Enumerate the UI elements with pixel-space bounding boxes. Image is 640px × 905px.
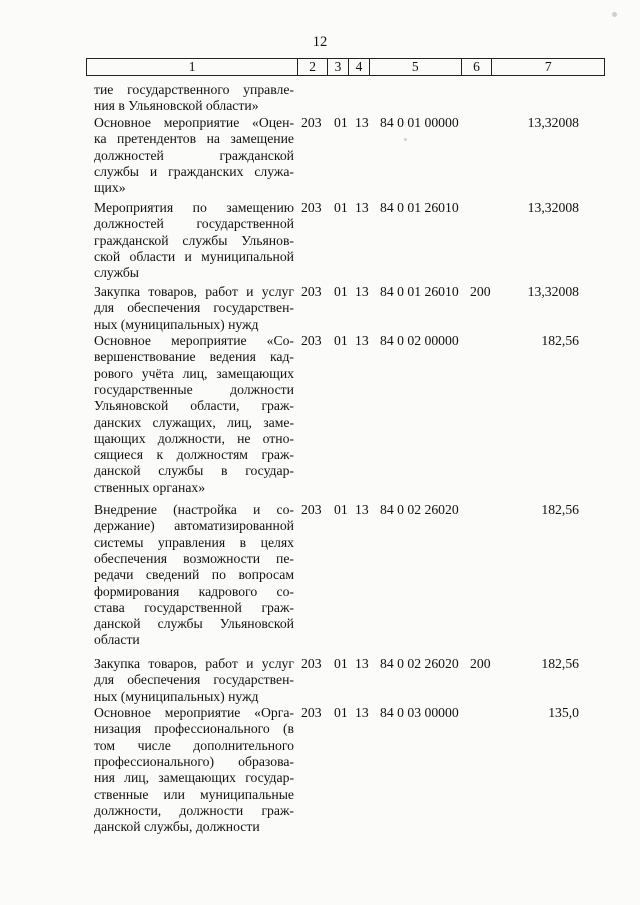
row-5-kvsr-code: 203 — [301, 333, 322, 348]
row-6-subsection-code: 13 — [355, 502, 369, 517]
header-col-3: 3 — [328, 59, 349, 75]
row-2-name-line: щих» — [94, 180, 126, 196]
row-6-name-line: става государственной граж- — [94, 599, 294, 615]
row-6-kvsr-code: 203 — [301, 502, 322, 517]
row-3-name-line: ской области и муниципальной — [94, 248, 294, 264]
row-3-subsection-code: 13 — [355, 200, 369, 215]
row-5-name-line: щающих должности, не отно- — [94, 430, 294, 446]
row-5-amount: 182,56 — [541, 333, 579, 348]
row-6-name-line: обеспечения возможности пе- — [94, 550, 294, 566]
row-4-name-line: для обеспечения государствен- — [94, 300, 294, 316]
header-col-2: 2 — [298, 59, 328, 75]
row-4-target-article-code: 84 0 01 26010 — [380, 284, 459, 299]
row-8-name-line: должности, должности граж- — [94, 802, 294, 818]
row-7-subsection-code: 13 — [355, 656, 369, 671]
row-6-name-line: области — [94, 632, 140, 648]
row-5-name-line: данской службы в государ- — [94, 463, 294, 479]
header-col-7: 7 — [544, 59, 552, 74]
row-7-name-line: ных (муниципальных) нужд — [94, 688, 259, 704]
row-4-expense-type-code: 200 — [470, 284, 491, 299]
row-3-name-line: должностей государственной — [94, 216, 294, 232]
table-header — [86, 58, 605, 76]
row-5-section-code: 01 — [334, 333, 348, 348]
row-4-name-line: Закупка товаров, работ и услуг — [94, 284, 294, 299]
row-3-kvsr-code: 203 — [301, 200, 322, 215]
row-5-name-line: сящиеся к должностям граж- — [94, 447, 294, 463]
row-8-subsection-code: 13 — [355, 705, 369, 720]
row-6-section-code: 01 — [334, 502, 348, 517]
row-2-subsection-code: 13 — [355, 115, 369, 130]
row-8-name-line: ственные или муниципальные — [94, 786, 294, 802]
row-2-name-line: Основное мероприятие «Оцен- — [94, 115, 294, 130]
row-4-amount: 13,32008 — [527, 284, 579, 299]
row-2-amount: 13,32008 — [527, 115, 579, 130]
row-6-amount: 182,56 — [541, 502, 579, 517]
row-2-section-code: 01 — [334, 115, 348, 130]
row-2-name-line: службы и гражданских служа- — [94, 163, 294, 179]
row-3-name-line: Мероприятия по замещению — [94, 200, 294, 215]
row-6-name-line: системы управления в целях — [94, 534, 294, 550]
row-7-kvsr-code: 203 — [301, 656, 322, 671]
row-2-target-article-code: 84 0 01 00000 — [380, 115, 459, 130]
header-col-5: 5 — [370, 59, 462, 75]
row-1-name-line: ния в Ульяновской области» — [94, 98, 259, 114]
row-5-name-line: рового учёта лиц, замещающих — [94, 365, 294, 381]
row-7-section-code: 01 — [334, 656, 348, 671]
header-col-4: 4 — [349, 59, 370, 75]
row-6-name-line: Внедрение (настройка и со- — [94, 502, 294, 517]
row-3-amount: 13,32008 — [527, 200, 579, 215]
row-4-section-code: 01 — [334, 284, 348, 299]
row-6-name-line: данской службы Ульяновской — [94, 616, 294, 632]
row-6-name-line: формирования кадрового со- — [94, 583, 294, 599]
scan-speck — [612, 12, 617, 17]
row-3-target-article-code: 84 0 01 26010 — [380, 200, 459, 215]
header-col-1: 1 — [87, 59, 298, 75]
row-5-subsection-code: 13 — [355, 333, 369, 348]
row-5-target-article-code: 84 0 02 00000 — [380, 333, 459, 348]
row-5-name-line: Ульяновской области, граж- — [94, 398, 294, 414]
row-6-name-line: редачи сведений по вопросам — [94, 567, 294, 583]
page-number: 12 — [312, 34, 328, 50]
row-3-name-line: гражданской службы Ульянов- — [94, 232, 294, 248]
row-7-target-article-code: 84 0 02 26020 — [380, 656, 459, 671]
row-4-kvsr-code: 203 — [301, 284, 322, 299]
row-8-amount: 135,0 — [548, 705, 579, 720]
row-6-name-line: держание) автоматизированной — [94, 518, 294, 534]
row-7-amount: 182,56 — [541, 656, 579, 671]
row-7-name-line: Закупка товаров, работ и услуг — [94, 656, 294, 671]
row-8-name-line: том числе дополнительного — [94, 737, 294, 753]
row-4-subsection-code: 13 — [355, 284, 369, 299]
row-5-name-line: вершенствование ведения кад- — [94, 349, 294, 365]
row-8-kvsr-code: 203 — [301, 705, 322, 720]
header-col-6: 6 — [462, 59, 493, 75]
row-5-name-line: ственных органах» — [94, 479, 206, 495]
row-8-name-line: Основное мероприятие «Орга- — [94, 705, 294, 720]
scan-speck — [404, 138, 407, 141]
row-8-name-line: профессионального) образова- — [94, 753, 294, 769]
row-5-name-line: Основное мероприятие «Со- — [94, 333, 294, 348]
row-5-name-line: данских служащих, лиц, заме- — [94, 414, 294, 430]
row-7-expense-type-code: 200 — [470, 656, 491, 671]
row-8-target-article-code: 84 0 03 00000 — [380, 705, 459, 720]
row-2-name-line: ка претендентов на замещение — [94, 131, 294, 147]
row-2-kvsr-code: 203 — [301, 115, 322, 130]
row-7-name-line: для обеспечения государствен- — [94, 672, 294, 688]
row-8-name-line: данской службы, должности — [94, 819, 260, 835]
row-2-name-line: должностей гражданской — [94, 147, 294, 163]
row-4-name-line: ных (муниципальных) нужд — [94, 316, 259, 332]
row-8-section-code: 01 — [334, 705, 348, 720]
row-6-target-article-code: 84 0 02 26020 — [380, 502, 459, 517]
row-8-name-line: ния лиц, замещающих государ- — [94, 770, 294, 786]
row-5-name-line: государственные должности — [94, 381, 294, 397]
row-1-name-line: тие государственного управле- — [94, 82, 294, 97]
row-3-name-line: службы — [94, 265, 140, 281]
row-3-section-code: 01 — [334, 200, 348, 215]
row-8-name-line: низация профессионального (в — [94, 721, 294, 737]
